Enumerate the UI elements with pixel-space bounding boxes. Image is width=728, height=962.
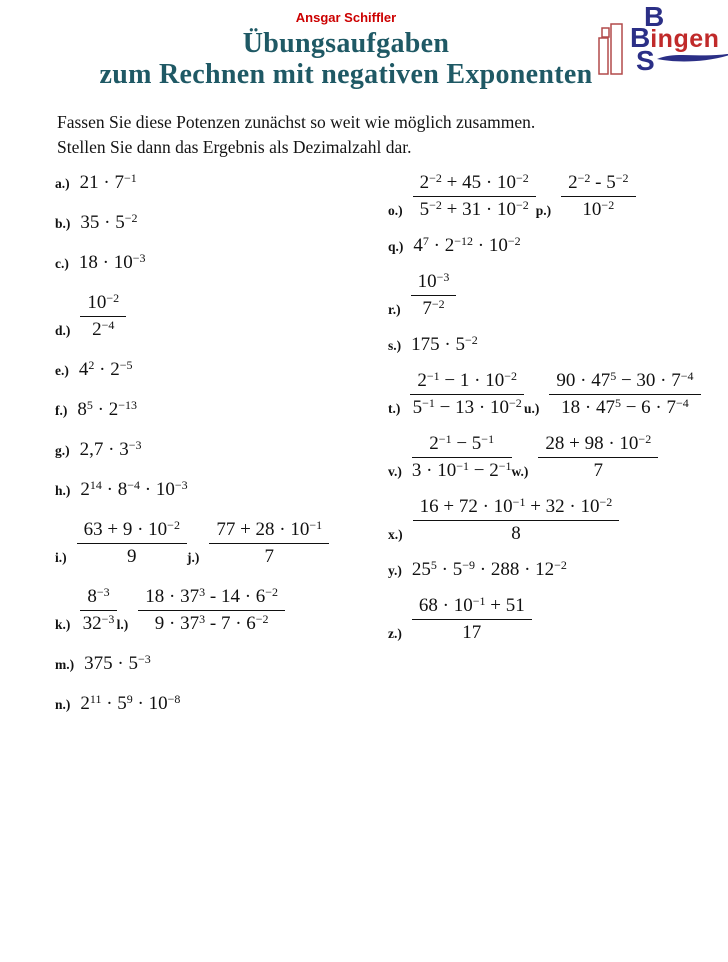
exercise-l — [117, 586, 285, 635]
exercise-label: e.) — [55, 363, 69, 378]
inline-expression: $18 \cdot 10^{-3}$ — [78, 251, 146, 273]
inline-expression: $21 \cdot 7^{-1}$ — [79, 171, 137, 193]
exercise-w — [512, 433, 659, 482]
exercise-h — [55, 479, 385, 501]
fraction-expression: $\frac{77 + 28 \cdot 10^{-1}}{7}$ — [209, 519, 329, 568]
exercise-m — [55, 653, 385, 675]
exercise-label: f.) — [55, 403, 68, 418]
exercise-label: l.) — [116, 617, 129, 632]
exercise-column-right — [388, 172, 726, 658]
fraction-expression: $\frac{2^{-1} - 1 \cdot 10^{-2}}{5^{-1} - 13 \cdot 10^{-2}}$ — [410, 370, 524, 419]
exercise-s — [388, 334, 726, 356]
exercise-x — [388, 496, 619, 545]
exercise-label: h.) — [55, 483, 71, 498]
fraction-expression: $\frac{18 \cdot 37^3 - 14 \cdot 6^{-2}}{9 \cdot 37^3 - 7 \cdot 6^{-2}}$ — [138, 586, 285, 635]
fraction-expression: $\frac{2^{-2} - 5^{-2}}{10^{-2}}$ — [561, 172, 635, 221]
logo-letter-s: S — [636, 45, 655, 76]
exercise-a — [55, 172, 385, 194]
fraction-expression: $\frac{68 \cdot 10^{-1} + 51}{17}$ — [412, 595, 532, 644]
exercise-label: j.) — [186, 550, 200, 565]
exercise-label: b.) — [55, 216, 71, 231]
exercise-label: k.) — [55, 617, 71, 632]
exercise-label: z.) — [388, 626, 402, 641]
exercise-label: w.) — [511, 464, 529, 479]
bbs-bingen-logo — [592, 1, 724, 82]
exercise-label: r.) — [388, 302, 401, 317]
fraction-expression: $\frac{2^{-1} - 5^{-1}}{3 \cdot 10^{-1} - 2^{-1}}$ — [411, 432, 512, 481]
exercise-label: q.) — [388, 239, 404, 254]
inline-expression: $25^5 \cdot 5^{-9} \cdot 288 \cdot 12^{-2}$ — [411, 558, 567, 580]
exercise-v — [388, 433, 512, 482]
inline-expression: $175 \cdot 5^{-2}$ — [411, 333, 478, 355]
exercise-label: g.) — [55, 443, 70, 458]
exercise-u — [524, 370, 701, 419]
exercise-label: s.) — [388, 338, 402, 353]
exercise-n — [55, 693, 385, 715]
logo-swoosh-icon — [656, 48, 728, 64]
fraction-expression: $\frac{28 + 98 \cdot 10^{-2}}{7}$ — [538, 433, 658, 482]
fraction-expression: $\frac{10^{-3}}{7^{-2}}$ — [411, 271, 457, 320]
inline-expression: $4^2 \cdot 2^{-5}$ — [78, 358, 133, 380]
exercise-o — [388, 172, 536, 221]
author-name: Ansgar Schiffler — [295, 10, 397, 25]
logo-letter-b1: B — [644, 1, 665, 32]
exercise-label: i.) — [55, 550, 67, 565]
worksheet-title-line2: zum Rechnen mit negativen Exponenten — [99, 59, 593, 91]
instructions — [57, 110, 535, 160]
fraction-expression: $\frac{10^{-2}}{2^{-4}}$ — [80, 292, 126, 341]
exercise-label: v.) — [388, 464, 402, 479]
exercise-p — [536, 172, 636, 221]
exercise-z — [388, 595, 532, 644]
exercise-label: c.) — [55, 256, 69, 271]
exercise-k — [55, 586, 117, 635]
exercise-column-left — [55, 172, 385, 733]
inline-expression: $2,7 \cdot 3^{-3}$ — [79, 438, 142, 460]
header — [0, 10, 692, 91]
fraction-expression: $\frac{16 + 72 \cdot 10^{-1} + 32 \cdot 10^{-2}}{8}$ — [413, 496, 620, 545]
exercise-label: u.) — [523, 401, 540, 416]
exercise-label: p.) — [535, 203, 552, 218]
exercise-e — [55, 359, 385, 381]
fraction-expression: $\frac{90 \cdot 47^5 - 30 \cdot 7^{-4}}{18 \cdot 47^5 - 6 \cdot 7^{-4}}$ — [549, 370, 700, 419]
school-building-icon — [596, 20, 626, 78]
worksheet-title-line1: Übungsaufgaben — [242, 28, 450, 59]
exercise-label: m.) — [55, 657, 75, 672]
inline-expression: $2^{11} \cdot 5^9 \cdot 10^{-8}$ — [80, 692, 181, 714]
instruction-line-2: Stellen Sie dann das Ergebnis als Dezimalzahl dar. — [57, 136, 412, 157]
exercise-label: o.) — [388, 203, 403, 218]
exercise-q — [388, 235, 726, 257]
fraction-expression: $\frac{2^{-2} + 45 \cdot 10^{-2}}{5^{-2} + 31 \cdot 10^{-2}}$ — [413, 172, 536, 221]
instruction-line-1: Fassen Sie diese Potenzen zunächst so weit wie möglich zusammen. — [57, 112, 536, 132]
inline-expression: $4^7 \cdot 2^{-12} \cdot 10^{-2}$ — [413, 234, 521, 256]
exercise-j — [187, 519, 329, 568]
exercise-y — [388, 559, 726, 581]
exercise-label: n.) — [55, 697, 71, 712]
exercise-b — [55, 212, 385, 234]
inline-expression: $8^5 \cdot 2^{-13}$ — [77, 398, 137, 420]
logo-letter-b2: B — [630, 22, 651, 53]
exercise-d — [55, 292, 126, 341]
inline-expression: $2^{14} \cdot 8^{-4} \cdot 10^{-3}$ — [80, 478, 188, 500]
exercise-label: a.) — [55, 176, 70, 191]
exercise-label: x.) — [388, 527, 403, 542]
fraction-expression: $\frac{63 + 9 \cdot 10^{-2}}{9}$ — [77, 519, 187, 568]
exercise-label: y.) — [388, 563, 402, 578]
exercise-c — [55, 252, 385, 274]
exercise-label: d.) — [55, 323, 71, 338]
logo-text — [630, 1, 728, 76]
inline-expression: $35 \cdot 5^{-2}$ — [80, 211, 138, 233]
exercise-r — [388, 271, 456, 320]
exercise-label: t.) — [388, 401, 401, 416]
exercise-f — [55, 399, 385, 421]
fraction-expression: $\frac{8^{-3}}{32^{-3}}$ — [80, 586, 116, 635]
inline-expression: $375 \cdot 5^{-3}$ — [84, 652, 151, 674]
logo-suffix: ingen — [650, 25, 720, 53]
exercise-g — [55, 439, 385, 461]
exercise-i — [55, 519, 187, 568]
exercise-t — [388, 370, 524, 419]
